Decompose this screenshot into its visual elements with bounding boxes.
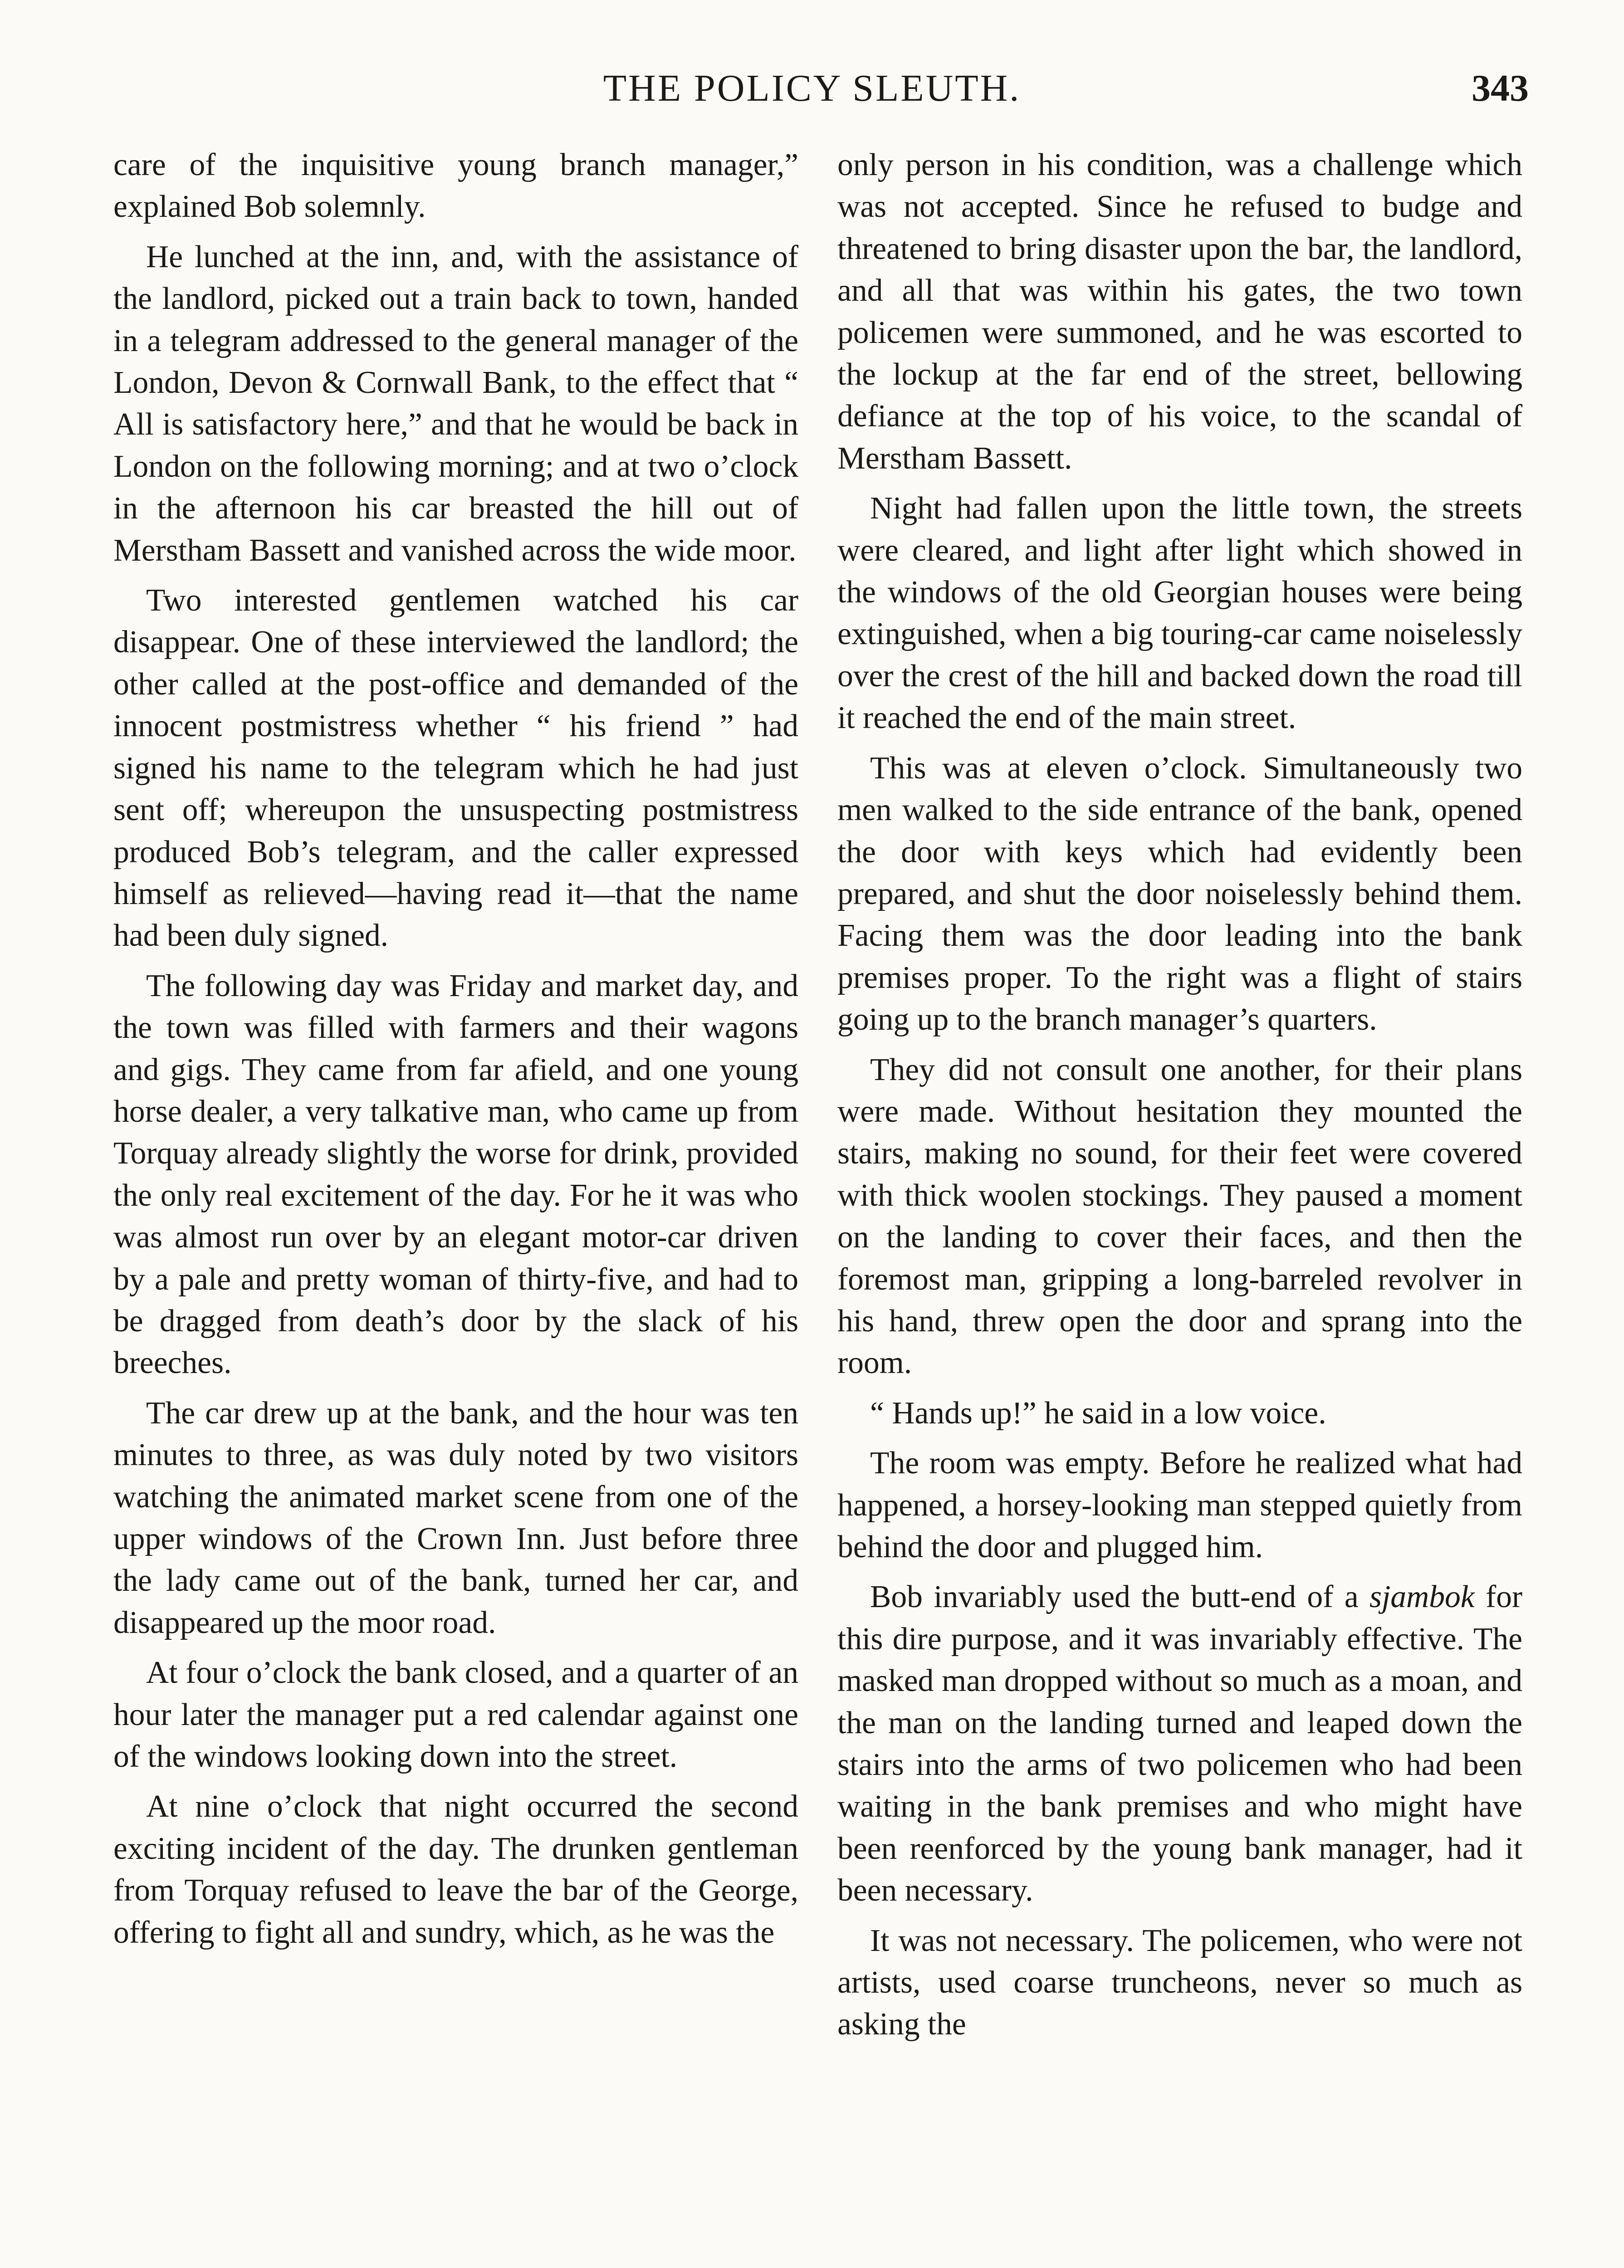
- page-header: [0, 64, 1624, 113]
- text-run: for this dire purpose, and it was invariably effective. The masked man dropped without so much as a moan, and the man on the landing turned and leaped down the stairs into the arms of two policemen who had been waiting in the bank premises and who might have been reenforced by the young bank manager, had it been necessary.: [837, 1579, 1522, 1908]
- right-column: [837, 144, 1522, 2046]
- paragraph: Two interested gentlemen watched his car disappear. One of these interviewed the landlord; the other called at the post-office and demanded of the innocent postmistress whether “ his friend ” had signed his name to the telegram which he had just sent off; whereupon the unsuspecting postmistress produced Bob’s telegram, and the caller expressed himself as relieved—having read it—that the name had been duly signed.: [113, 583, 798, 953]
- paragraph: Night had fallen upon the little town, the streets were cleared, and light after light which showed in the windows of the old Georgian houses were being extinguished, when a big touring-car came noiselessly over the crest of the hill and backed down the road till it reached the end of the main street.: [837, 491, 1522, 736]
- paragraph: At four o’clock the bank closed, and a quarter of an hour later the manager put a red calendar against one of the windows looking down into the street.: [113, 1655, 798, 1774]
- paragraph: This was at eleven o’clock. Simultaneously two men walked to the side entrance of the bank, opened the door with keys which had evidently been prepared, and shut the door noiselessly behind them. Facing them was the door leading into the bank premises proper. To the right was a flight of stairs going up to the branch manager’s quarters.: [837, 750, 1522, 1037]
- left-column: [113, 144, 798, 1954]
- paragraph: The room was empty. Before he realized what had happened, a horsey-looking man stepped quietly from behind the door and plugged him.: [837, 1446, 1522, 1564]
- page-number: 343: [1472, 67, 1529, 109]
- paragraph: only person in his condition, was a challenge which was not accepted. Since he refused to budge and threatened to bring disaster upon the bar, the landlord, and all that was within his gates, the two town policemen were summoned, and he was escorted to the lockup at the far end of the street, bellowing defiance at the top of his voice, to the scandal of Merstham Bassett.: [837, 147, 1522, 476]
- paragraph: “ Hands up!” he said in a low voice.: [870, 1395, 1326, 1431]
- paragraph: The following day was Friday and market day, and the town was filled with farmers and their wagons and gigs. They came from far afield, and one young horse dealer, a very talkative man, who came up from Torquay already slightly the worse for drink, provided the only real excitement of the day. For he it was who was almost run over by an elegant motor-car driven by a pale and pretty woman of thirty-five, and had to be dragged from death’s door by the slack of his breeches.: [113, 968, 798, 1381]
- text-run: Bob invariably used the butt-end of a: [870, 1579, 1370, 1615]
- paragraph: At nine o’clock that night occurred the second exciting incident of the day. The drunken gentleman from Torquay refused to leave the bar of the George, offering to fight all and sundry, which, as he was the: [113, 1789, 798, 1950]
- italic-word: sjambok: [1369, 1579, 1475, 1615]
- running-title: THE POLICY SLEUTH.: [603, 67, 1021, 109]
- paragraph: They did not consult one another, for their plans were made. Without hesitation they mounted the stairs, making no sound, for their feet were covered with thick woolen stockings. They paused a moment on the landing to cover their faces, and then the foremost man, gripping a long-barreled revolver in his hand, threw open the door and sprang into the room.: [837, 1052, 1522, 1381]
- paragraph: The car drew up at the bank, and the hour was ten minutes to three, as was duly noted by two visitors watching the animated market scene from one of the upper windows of the Crown Inn. Just before three the lady came out of the bank, turned her car, and disappeared up the moor road.: [113, 1395, 798, 1640]
- paragraph: He lunched at the inn, and, with the assistance of the landlord, picked out a train back to town, handed in a telegram addressed to the general manager of the London, Devon & Cornwall Bank, to the effect that “ All is satisfactory here,” and that he would be back in London on the following morning; and at two o’clock in the afternoon his car breasted the hill out of Merstham Bassett and vanished across the wide moor.: [113, 239, 798, 568]
- paragraph: care of the inquisitive young branch manager,” explained Bob solemnly.: [113, 147, 798, 225]
- paragraph: [837, 1576, 1522, 1911]
- paragraph: It was not necessary. The policemen, who were not artists, used coarse truncheons, never so much as asking the: [837, 1923, 1522, 2042]
